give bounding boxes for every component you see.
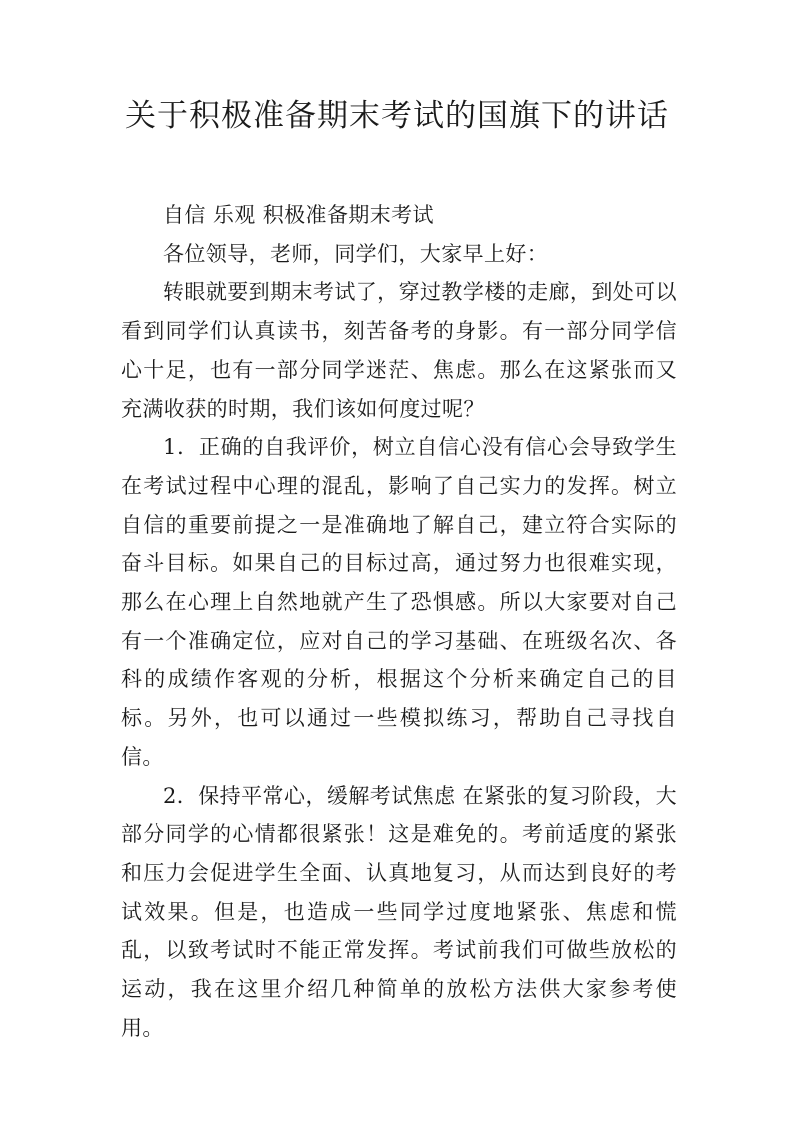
subtitle-paragraph: 自信 乐观 积极准备期末考试 (163, 203, 434, 227)
intro-paragraph: 转眼就要到期末考试了，穿过教学楼的走廊，到处可以看到同学们认真读书，刻苦备考的身影。有一部分同学信心十足，也有一部分同学迷茫、焦虑。那么在这紧张而又充满收获的时期，我们该如何度过呢？ (121, 280, 677, 421)
point-one-paragraph: 1．正确的自我评价，树立自信心没有信心会导致学生在考试过程中心理的混乱，影响了自己实力的发挥。树立自信的重要前提之一是准确地了解自己，建立符合实际的奋斗目标。如果自己的目标过高，通过努力也很难实现，那么在心理上自然地就产生了恐惧感。所以大家要对自己有一个准确定位，应对自己的学习基础、在班级名次、各科的成绩作客观的分析，根据这个分析来确定自己的目标。另外，也可以通过一些模拟练习，帮助自己寻找自信。 (121, 435, 677, 769)
page-title: 关于积极准备期末考试的国旗下的讲话 (125, 98, 669, 134)
point-two-paragraph: 2．保持平常心，缓解考试焦虑 在紧张的复习阶段，大部分同学的心情都很紧张！这是难免的。考前适度的紧张和压力会促进学生全面、认真地复习，从而达到良好的考试效果。但是，也造成一些同学过度地紧张、焦虑和慌乱，以致考试时不能正常发挥。考试前我们可做些放松的运动，我在这里介绍几种简单的放松方法供大家参考使用。 (121, 783, 677, 1040)
greeting-paragraph: 各位领导，老师，同学们，大家早上好： (163, 241, 549, 266)
document-body (121, 196, 677, 1047)
